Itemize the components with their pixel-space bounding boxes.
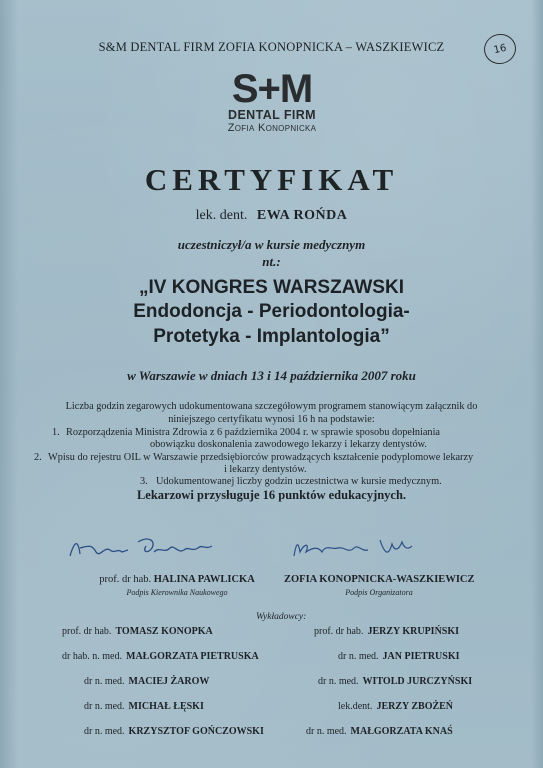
lecturer-title: prof. dr hab. [62,626,112,637]
lecturer-name: MICHAŁ ŁĘSKI [128,701,204,712]
logo-mark: S+M [231,67,313,111]
lecturer-name: WITOLD JURCZYŃSKI [362,676,473,687]
basis-item-3-line1: Udokumentowanej liczby godzin uczestnictwa w kursie medycznym. [156,476,442,487]
lecturer-name: JERZY ZBOŻEŃ [376,701,454,712]
course-title-line1: „IV KONGRES WARSZAWSKI [139,277,404,298]
lecturer-name: MACIEJ ŻAROW [128,676,210,687]
certificate-title: CERTYFIKAT [144,162,399,197]
signature-left-role: Podpis Kierownika Naukowego [126,588,228,597]
basis-item-2-line2: i lekarzy dentystów. [224,464,307,475]
lecturer-title: dr n. med. [338,651,379,662]
lecturer-right-3 [318,676,472,687]
basis-item-3-number: 3. [140,476,148,487]
lecturer-left-5 [84,726,264,737]
lecturer-right-1 [314,626,459,637]
participation-line: uczestniczył/a w kursie medycznym [177,237,366,252]
lecturer-name: MAŁGORZATA PIETRUSKA [126,651,259,662]
lecturer-title: dr n. med. [84,726,125,737]
topic-label: nt.: [262,254,281,269]
course-title-line2: Endodoncja - Periodontologia- [133,301,410,322]
lecturer-left-2 [62,651,259,662]
lecturer-title: dr n. med. [318,676,359,687]
lecturer-name: TOMASZ KONOPKA [115,626,213,637]
lecturer-name: MAŁGORZATA KNAŚ [350,726,453,737]
page-number-stamp: 16 [481,31,519,67]
hours-intro-line2: niniejszego certyfikatu wynosi 16 h na podstawie: [168,414,375,425]
lecturer-name: JAN PIETRUSKI [382,651,460,662]
signature-konopnicka [288,532,418,564]
signature-right-name: ZOFIA KONOPNICKA-WASZKIEWICZ [284,574,475,585]
lecturer-right-2 [338,651,460,662]
recipient [0,208,543,224]
basis-item-2-line1: Wpisu do rejestru OIL w Warszawie przedsiębiorców prowadzących kształcenie podyplomowe lekarzy [48,452,474,463]
course-title-line3: Protetyka - Implantologia” [153,326,390,347]
lecturer-left-3 [84,676,209,687]
lecturer-title: dr hab. n. med. [62,651,122,662]
place-and-date: w Warszawie w dniach 13 i 14 października 2007 roku [127,368,416,383]
lecturer-title: dr n. med. [84,701,125,712]
basis-item-1-line2: obowiązku doskonalenia zawodowego lekarzy i lekarzy dentystów. [150,439,427,450]
signature-right-role: Podpis Organizatora [345,588,413,597]
lecturer-title: lek.dent. [338,701,373,712]
logo-line2: Zofia Konopnicka [227,122,317,134]
lecturer-title: dr n. med. [84,676,125,687]
signature-left-name [82,574,272,585]
signature-left-title: prof. dr hab. [99,574,152,585]
lecturer-title: dr n. med. [306,726,347,737]
hours-intro-line1: Liczba godzin zegarowych udokumentowana szczegółowym programem stanowiącym załącznik do [65,401,478,412]
lecturer-name: KRZYSZTOF GOŃCZOWSKI [128,726,264,737]
logo-line1: DENTAL FIRM [228,108,316,122]
recipient-name: EWA ROŃDA [256,208,348,223]
basis-item-1-number: 1. [52,427,60,438]
firm-header: S&M DENTAL FIRM ZOFIA KONOPNICKA – WASZKIEWICZ [98,40,445,54]
lecturer-right-4 [338,701,453,712]
lecturers-label: Wykładowcy: [256,612,307,622]
company-logo [212,67,332,142]
lecturer-name: JERZY KRUPIŃSKI [367,626,460,637]
lecturer-left-1 [62,626,213,637]
basis-item-1-line1: Rozporządzenia Ministra Zdrowia z 6 października 2004 r. w sprawie sposobu dopełniania [66,427,441,438]
scan-shadow-left [0,0,18,768]
lecturer-title: prof. dr hab. [314,626,364,637]
basis-item-2-number: 2. [34,452,42,463]
recipient-prefix: lek. dent. [195,208,248,223]
lecturer-left-4 [84,701,204,712]
scan-shadow-right [531,0,543,768]
signature-pawlicka [66,532,216,566]
education-points: Lekarzowi przysługuje 16 punktów edukacyjnych. [136,488,407,502]
signature-left-surname: HALINA PAWLICKA [153,574,255,585]
lecturer-right-5 [306,726,453,737]
